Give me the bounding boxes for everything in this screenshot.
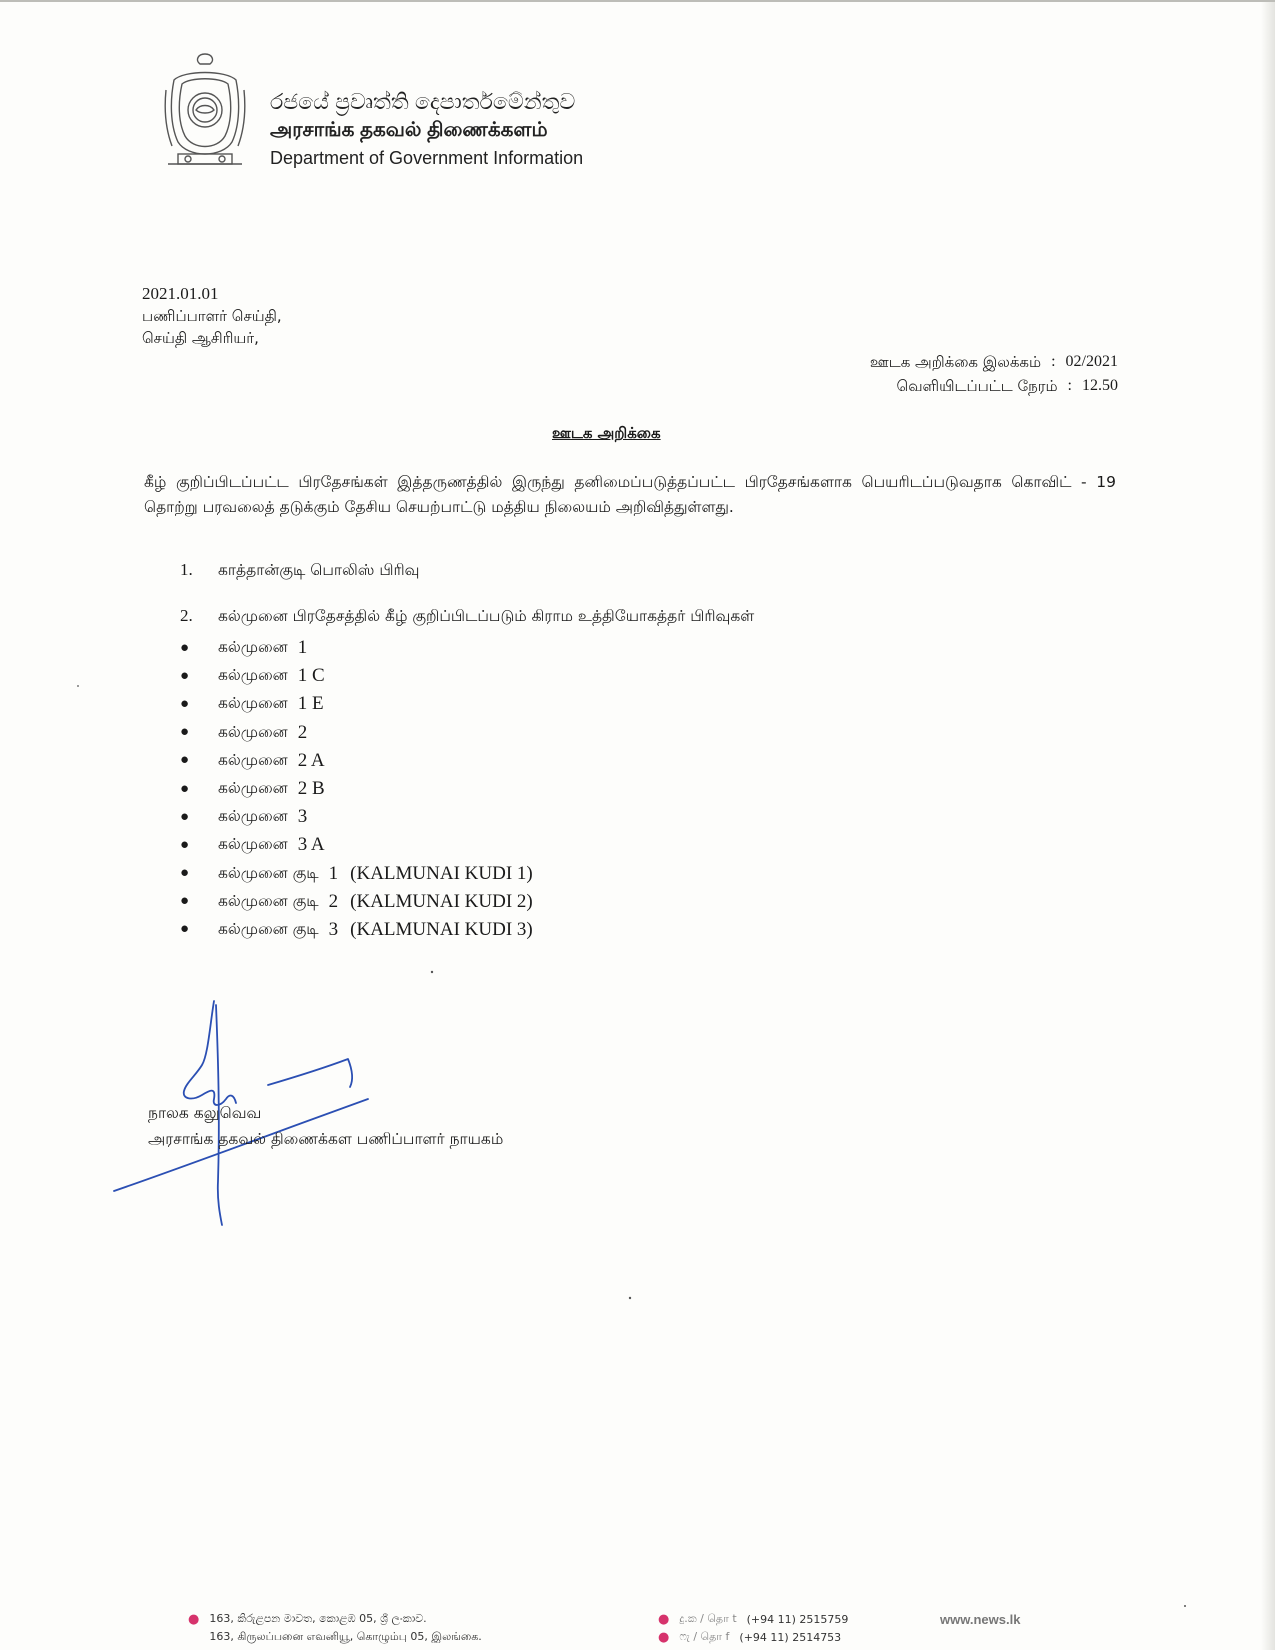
signature-stroke [268,1059,352,1087]
document-heading: ஊடக அறிக்கை [552,424,661,442]
bullet-icon: ● [180,893,190,910]
release-number-value: 02/2021 [1065,353,1118,370]
list-item: ● கல்முனை குடி 3 (KALMUNAI KUDI 3) [180,918,533,940]
list-item: ● கல்முனை 1 C [180,665,325,687]
list-item: ● கல்முனை 3 [180,806,308,828]
bullet-icon: ● [180,780,190,797]
website-link[interactable]: www.news.lk [940,1612,1021,1627]
footer-contacts [658,1610,848,1646]
addressee-line-2: செய்தி ஆசிரியர், [142,329,259,347]
footer-fax-line [658,1628,848,1646]
bullet-icon: ● [180,639,190,656]
footer-address-sinhala: 163, කිරුළපන මාවත, කොළඹ 05, ශ්‍රී ලංකාව. [209,1612,427,1625]
phone-number: (+94 11) 2515759 [746,1612,849,1626]
list-item: ● கல்முனை 1 [180,637,308,659]
bullet-icon: ● [180,921,190,938]
numbered-item-number: 1. [180,560,193,579]
fax-bullet-icon: ● [658,1629,670,1645]
footer-address [188,1610,482,1646]
numbered-item-1 [180,560,419,581]
release-time-separator: : [1067,377,1072,394]
dept-name-tamil: அரசாங்க தகவல் திணைக்களம் [270,119,548,141]
bullet-icon: ● [180,808,190,825]
signature-stroke [184,1001,236,1105]
dept-name-sinhala: රජයේ ප්‍රවෘත්ති දෙපාර්තමේන්තුව [270,89,576,114]
phone-bullet-icon: ● [658,1611,670,1627]
release-number-row [700,350,1118,374]
signer-block [148,1100,503,1152]
bullet-icon: ● [180,667,190,684]
page-edge-shadow [1261,0,1275,1650]
list-item: ● கல்முனை 1 E [180,693,324,715]
footer-address-tamil: 163, கிருலப்பனை எவனியூ, கொழும்பு 05, இலங்கை. [209,1629,482,1643]
numbered-item-text: காத்தான்குடி பொலிஸ் பிரிவு [218,561,420,579]
bullet-icon: ● [180,752,190,769]
list-item: ● கல்முனை 2 [180,721,308,743]
release-number-label: ஊடக அறிக்கை இலக்கம் [869,353,1042,371]
release-info [700,350,1118,398]
letter-date: 2021.01.01 [142,284,219,303]
list-item: ● கல்முனை குடி 1 (KALMUNAI KUDI 1) [180,862,533,884]
footer-address-sinhala-line [188,1610,482,1628]
signer-title: அரசாங்க தகவல் திணைக்கள பணிப்பாளர் நாயகம் [148,1130,504,1148]
body-paragraph: கீழ் குறிப்பிடப்பட்ட பிரதேசங்கள் இத்தருணத்தில் இருந்து தனிமைப்படுத்தப்பட்ட பிரதேசங்களாக பெயரிடப்படுவதாக கொவிட் - 19 தொற்று பரவலைத் தடுக்கும் தேசிய செயற்பாட்டு மத்திய நிலையம் அறிவித்துள்ளது. [144,473,1116,516]
dept-name-english: Department of Government Information [270,148,584,168]
footer-address-tamil-line [188,1628,482,1646]
addressee-block [142,283,282,349]
footer-bullet-icon: ● [188,1611,200,1627]
list-item: ● கல்முனை 2 A [180,749,325,771]
bullet-icon: ● [180,695,190,712]
bullet-icon: ● [180,836,190,853]
numbered-item-number: 2. [180,606,193,625]
numbered-item-text: கல்முனை பிரதேசத்தில் கீழ் குறிப்பிடப்படும் கிராம உத்தியோகத்தர் பிரிவுகள் [218,607,755,625]
signer-name: நாலக கலுவெவ [148,1104,262,1122]
addressee-line-1: பணிப்பாளர் செய்தி, [142,307,282,325]
release-time-row [700,374,1118,398]
release-number-separator: : [1051,353,1056,370]
release-time-value: 12.50 [1082,377,1118,394]
list-item: ● கல்முனை குடி 2 (KALMUNAI KUDI 2) [180,890,533,912]
footer-phone-line [658,1610,848,1628]
scan-border [0,0,1275,2]
letterhead [270,88,583,172]
numbered-item-2 [180,606,754,627]
bullet-icon: ● [180,865,190,882]
fax-label: ෆැ / தொ f [679,1629,730,1643]
list-item: ● கல்முனை 2 B [180,778,325,800]
fax-number: (+94 11) 2514753 [739,1630,842,1644]
list-item: ● கல்முனை 3 A [180,834,325,856]
government-emblem-icon [160,50,250,170]
bullet-icon: ● [180,724,190,741]
release-time-label: வெளியிடப்பட்ட நேரம் [896,377,1058,395]
phone-label: දු.ක / தொ t [679,1611,737,1625]
division-list [180,634,533,944]
